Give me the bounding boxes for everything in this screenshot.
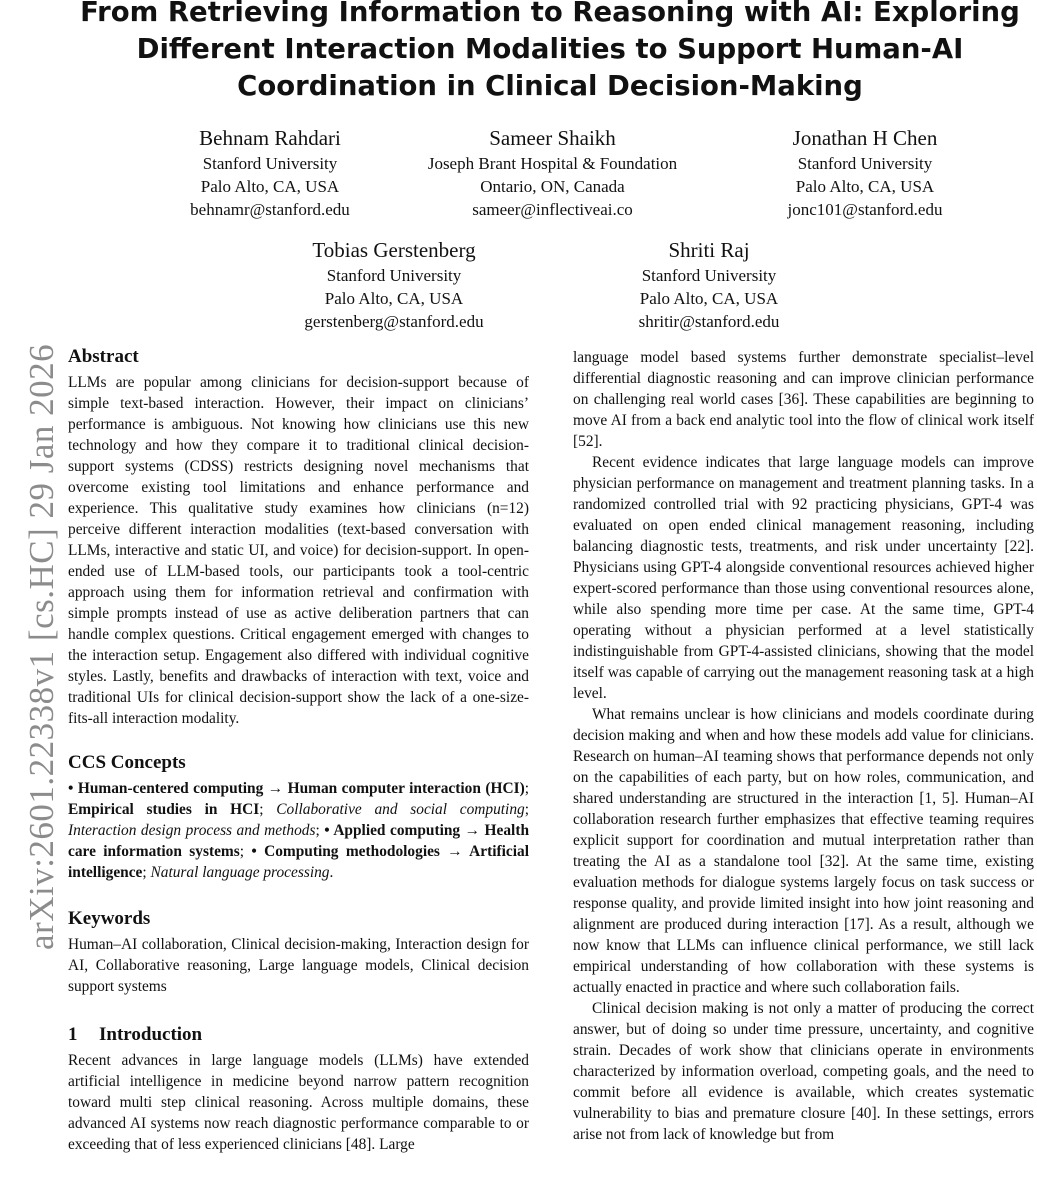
introduction-heading [68,1022,529,1048]
author-location: Ontario, ON, Canada [480,177,625,196]
author-block [120,125,420,221]
author-email: jonc101@stanford.edu [787,200,943,219]
author-block [715,125,1015,221]
author-name: Tobias Gerstenberg [312,238,476,262]
author-block [244,237,544,333]
section-title: Introduction [99,1024,203,1045]
author-block [400,125,705,221]
ccs-term: • Human-centered computing → Human computer interaction (HCI) [68,780,525,797]
author-email: sameer@inflectiveai.co [472,200,633,219]
paragraph: Clinical decision making is not only a matter of producing the correct answer, but of doing so under time pressure, uncertainty, and cognitive strain. Decades of work show that clinicians operate in environments characterized by information overload, competing goals, and the need to commit before all evidence is available, which creates systematic vulnerability to bias and premature closure [40]. In these settings, errors arise not from lack of knowledge but from [573,1000,1034,1143]
title-line: Different Interaction Modalities to Support Human-AI [136,33,964,65]
ccs-term: • Computing methodologies → Artificial intelligence [68,843,529,881]
paragraph: Recent evidence indicates that large language models can improve physician performance on management and treatment planning tasks. In a randomized controlled trial with 92 practicing physicians, GPT-4 was evaluated on open ended clinical management reasoning, including balancing diagnostic tests, treatments, and risk under uncertainty [22]. Physicians using GPT-4 alongside conventional resources achieved higher expert-scored performance than those using conventional resources alone, while also spending more time per case. At the same time, GPT-4 operating without a physician performed at a level statistically indistinguishable from GPT-4-assisted clinicians, showing that the model itself was capable of carrying out the management reasoning task at a high level. [573,454,1034,702]
author-location: Palo Alto, CA, USA [639,289,779,308]
author-name: Shriti Raj [668,238,750,262]
arxiv-identifier: arXiv:2601.22338v1 [cs.HC] 29 Jan 2026 [22,343,61,950]
ccs-concepts: • Human-centered computing → Human computer interaction (HCI); Empirical studies in HCI; Collaborative and social computing; Interaction design process and methods; • Applied computing → Health care information systems; • Computing methodologies → Artificial intelligence; Natural language processing. [68,780,530,881]
introduction-text-left: Recent advances in large language models (LLMs) have extended artificial intelligence in medicine beyond narrow pattern recognition toward multi step clinical reasoning. Across multiple domains, these advanced AI systems now reach diagnostic performance comparable to or exceeding that of less experienced clinicians [48]. Large [68,1052,529,1153]
left-column [68,344,529,1155]
author-email: behnamr@stanford.edu [190,200,350,219]
author-block [559,237,859,333]
ccs-term: Collaborative and social computing [276,801,525,818]
author-affiliation: Stanford University [326,266,462,285]
author-affiliation: Joseph Brant Hospital & Foundation [427,154,678,173]
paragraph: What remains unclear is how clinicians and models coordinate during decision making and when and how these models add value for clinicians. Research on human–AI teaming shows that performance depends not only on the capabilities of each party, but on how roles, communication, and shared understanding are structured in the interaction [1, 5]. Human–AI collaboration research further emphasizes that effective teaming requires explicit support for coordination and mutual interpretation rather than treating the AI as a standalone tool [32]. At the same time, existing evaluation methods for dialogue systems largely focus on task success or response quality, and provide limited insight into how joint reasoning and alignment are produced during interaction [17]. As a result, although we now know that LLMs can influence clinical performance, we still lack empirical understanding of how collaboration with these systems is actually enacted in practice and where such collaboration fails. [573,706,1034,996]
section-number: 1 [68,1024,78,1045]
title-line: Coordination in Clinical Decision-Making [237,70,863,102]
author-name: Sameer Shaikh [489,126,616,150]
keywords-text: Human–AI collaboration, Clinical decision-making, Interaction design for AI, Collaborative reasoning, Large language models, Clinical decision support systems [68,936,529,995]
abstract-text: LLMs are popular among clinicians for decision-support because of simple text-based interaction. However, their impact on clinicians’ performance is ambiguous. Not knowing how clinicians use this new technology and how they compare it to traditional clinical decision-support systems (CDSS) restricts designing novel mechanisms that overcome existing tool limitations and enhance performance and experience. This qualitative study examines how clinicians (n=12) perceive different interaction modalities (text-based conversation with LLMs, interactive and static UI, and voice) for decision-support. In open-ended use of LLM-based tools, our participants took a tool-centric approach using them for information retrieval and confirmation with simple prompts instead of use as active deliberation partners that can handle complex questions. Critical engagement emerged with changes to the interaction setup. Engagement also differed with individual cognitive styles. Lastly, benefits and drawbacks of interaction with text, voice and traditional UIs for clinical decision-support show the lack of a one-size-fits-all interaction modality. [68,374,529,727]
author-email: shritir@stanford.edu [638,312,780,331]
abstract-heading: Abstract [68,346,139,367]
right-column [573,347,1034,1145]
keywords-heading: Keywords [68,908,151,929]
author-email: gerstenberg@stanford.edu [304,312,484,331]
author-name: Behnam Rahdari [199,126,341,150]
author-location: Palo Alto, CA, USA [795,177,935,196]
author-affiliation: Stanford University [797,154,933,173]
author-name: Jonathan H Chen [792,126,938,150]
author-location: Palo Alto, CA, USA [200,177,340,196]
paragraph: language model based systems further demonstrate specialist–level differential diagnostic reasoning and can improve clinician performance on challenging real world cases [36]. These capabilities are beginning to move AI from a back end analytic tool into the flow of clinical work itself [52]. [573,349,1034,450]
author-affiliation: Stanford University [641,266,777,285]
title-line: From Retrieving Information to Reasoning with AI: Exploring [80,0,1020,28]
paper-title [60,0,1037,105]
ccs-term: Interaction design process and methods [68,822,316,839]
ccs-term: Natural language processing [150,864,330,881]
ccs-term: Empirical studies in HCI [68,801,260,818]
author-location: Palo Alto, CA, USA [324,289,464,308]
author-affiliation: Stanford University [202,154,338,173]
ccs-term: • Applied computing → Health care information systems [68,822,530,860]
ccs-heading: CCS Concepts [68,752,186,773]
